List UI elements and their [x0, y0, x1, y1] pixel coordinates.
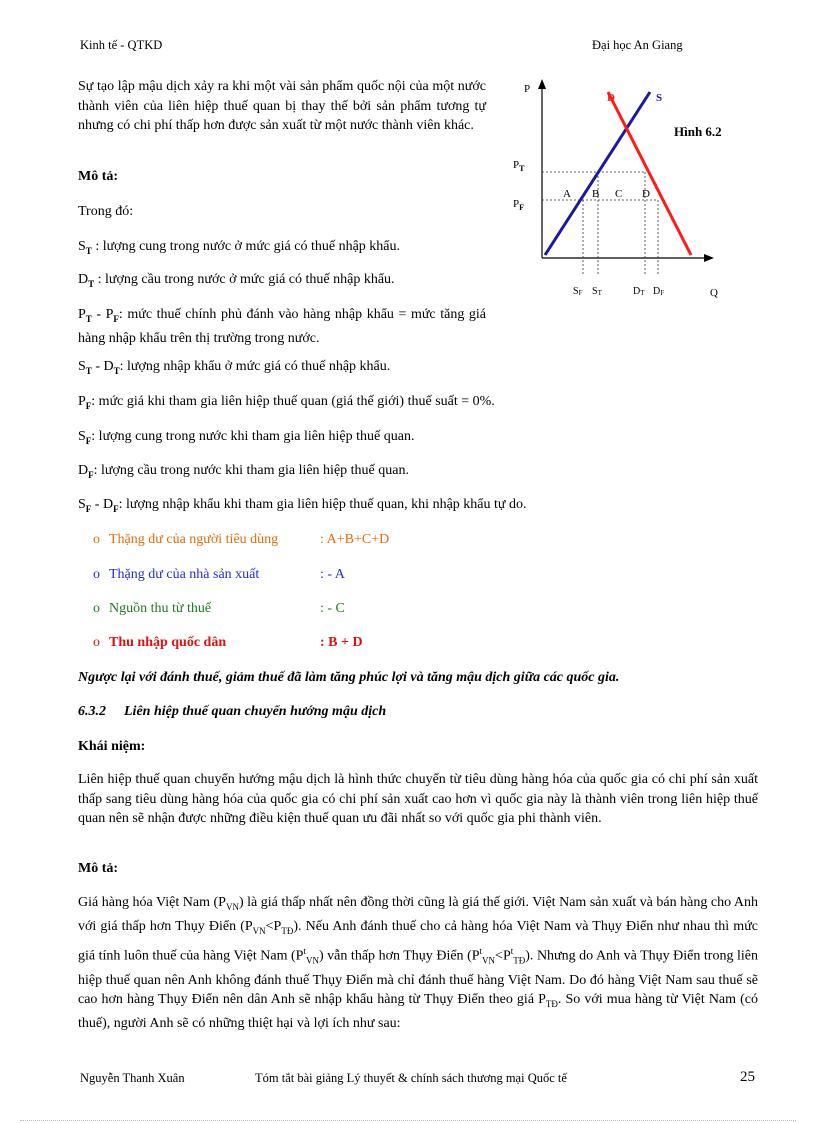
section-heading: 6.3.2 Liên hiệp thuế quan chuyển hướng mậu dịch — [78, 704, 387, 719]
bullet-producer-surplus: o Thặng dư của nhà sản xuất : - A — [93, 567, 345, 582]
figure-6-2 — [500, 75, 750, 305]
bullet-tax-revenue: o Nguồn thu từ thuế : - C — [93, 601, 345, 616]
bullet-national-income: o Thu nhập quốc dân : B + D — [93, 635, 363, 650]
def-pf: $P_F$: mức giá khi tham gia liên hiệp thuế quan (giá thế giới) thuế suất = 0%. — [78, 394, 495, 411]
def-pt-pf: $P_T - P_F$: mức thuế chính phủ đánh vào hàng nhập khẩu = mức tăng giá hàng nhập khẩu trên thị trường trong nước. — [78, 307, 486, 347]
def-dt: $D_T$ : lượng cầu trong nước ở mức giá có thuế nhập khẩu. — [78, 272, 395, 289]
region-b-label: B — [592, 188, 600, 200]
mo-ta-heading-2: Mô tả: — [78, 861, 119, 876]
q-df-label: DF — [653, 286, 665, 297]
final-paragraph: Giá hàng hóa Việt Nam $(P_{VN})$ là giá thấp nhất nên đồng thời cũng là giá thế giới. Việt Nam sản xuất và bán hàng cho Anh với giá thấp hơn Thụy Điển $(P_{VN}<P_{TĐ})$. Nếu Anh đánh thuế cho cả hàng hóa Việt Nam và Thụy Điển như nhau thì mức giá tính luôn thuế của hàng Việt Nam $(P^t_{VN})$ vẫn thấp hơn Thụy Điển $(P^t_{VN}<P^t_{TĐ})$. Nhưng do Anh và Thụy Điển trong liên hiệp thuế quan nên Anh không đánh thuế Thụy Điển mà chỉ đánh thuế hàng Việt Nam. Do đó hàng Việt Nam sau thuế sẽ cao hơn hàng Thụy Điển nên dân Anh sẽ nhập khẩu hàng từ Thụy Điển theo giá $P_{TĐ}$. So với mua hàng từ Việt Nam (có thuế), người Anh sẽ có những thiệt hại và lợi ích như sau: — [78, 895, 758, 1032]
supply-curve — [545, 92, 650, 255]
bullet-consumer-surplus: o Thặng dư của người tiêu dùng : A+B+C+D — [93, 532, 390, 547]
khai-niem-heading: Khái niệm: — [78, 739, 146, 754]
def-st-dt: $S_T - D_T$: lượng nhập khẩu ở mức giá có thuế nhập khẩu. — [78, 359, 391, 376]
khai-niem-paragraph: Liên hiệp thuế quan chuyển hướng mậu dịch là hình thức chuyển từ tiêu dùng hàng hóa của quốc gia có chi phí sản xuất thấp sang tiêu dùng hàng hóa của quốc gia có chi phí sản xuất cao hơn vì quốc gia này là thành viên trong liên hiệp thuế quan nên sẽ nhận được những điều kiện thuế quan ưu đãi nhất so với quốc gia phi thành viên. — [78, 772, 758, 826]
region-d-label: D — [642, 188, 650, 200]
q-st-label: ST — [592, 286, 602, 297]
demand-label: D — [607, 92, 615, 104]
supply-label: S — [656, 92, 663, 104]
region-c-label: C — [615, 188, 623, 200]
page-number: 25 — [740, 1069, 755, 1085]
q-dt-label: DT — [633, 286, 645, 297]
bottom-divider — [20, 1120, 796, 1121]
pt-label: $P_T$ — [513, 159, 525, 173]
header-left: Kinh tế - QTKD — [80, 38, 163, 52]
trong-do-label: Trong đó: — [78, 204, 134, 219]
def-df: $D_F$: lượng cầu trong nước khi tham gia liên hiệp thuế quan. — [78, 463, 409, 480]
q-sf-label: SF — [573, 286, 583, 297]
axis-q-label: Q — [710, 287, 718, 299]
mo-ta-heading: Mô tả: — [78, 169, 119, 184]
footer-title: Tóm tắt bài giảng Lý thuyết & chính sách thương mại Quốc tế — [255, 1071, 567, 1085]
footer-author: Nguyễn Thanh Xuân — [80, 1071, 185, 1085]
def-st: $S_T$ : lượng cung trong nước ở mức giá có thuế nhập khẩu. — [78, 239, 400, 256]
conclusion: Ngược lại với đánh thuế, giảm thuế đã làm tăng phúc lợi và tăng mậu dịch giữa các quốc gia. — [78, 670, 620, 685]
axis-q-arrow-icon — [704, 254, 714, 262]
region-a-label: A — [563, 188, 571, 200]
intro-paragraph: Sự tạo lập mậu dịch xảy ra khi một vài sản phẩm quốc nội của một nước thành viên của liên hiệp thuế quan bị thay thế bởi sản phẩm tương tự nhưng có chi phí thấp hơn được sản xuất từ một nước thành viên khác. — [78, 79, 486, 133]
pf-label: $P_F$ — [513, 198, 525, 212]
axis-p-arrow-icon — [538, 79, 546, 89]
demand-curve — [608, 92, 691, 255]
def-sf-df: $S_F - D_F$: lượng nhập khẩu khi tham gia liên hiệp thuế quan, khi nhập khẩu tự do. — [78, 497, 527, 514]
header-right: Đại học An Giang — [592, 38, 683, 52]
figure-caption: Hình 6.2 — [674, 124, 722, 139]
axis-p-label: P — [524, 83, 531, 95]
def-sf: $S_F$: lượng cung trong nước khi tham gia liên hiệp thuế quan. — [78, 429, 415, 446]
